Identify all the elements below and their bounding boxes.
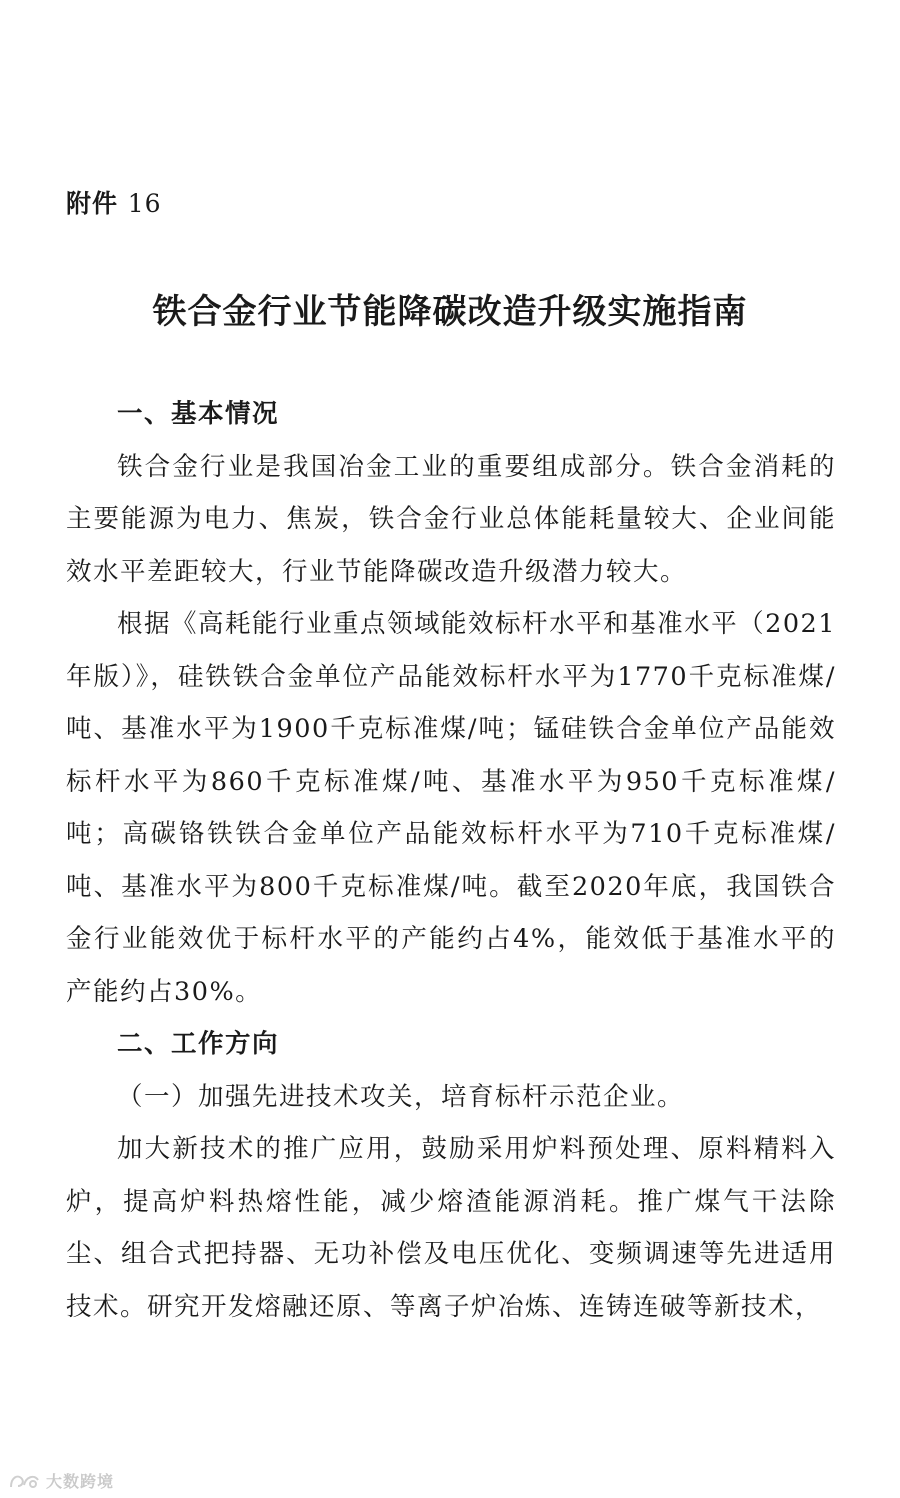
- brand-logo-icon: [8, 1471, 42, 1491]
- paragraph-industry-overview: 铁合金行业是我国冶金工业的重要组成部分。铁合金消耗的主要能源为电力、焦炭，铁合金行业总体能耗量较大、企业间能效水平差距较大，行业节能降碳改造升级潜力较大。: [66, 451, 836, 587]
- attachment-label-text: 附件: [66, 189, 119, 218]
- section-heading-basic-situation: 一、基本情况: [117, 399, 280, 429]
- document-title: 铁合金行业节能降碳改造升级实施指南: [152, 292, 748, 332]
- attachment-label: [66, 184, 162, 220]
- paragraph-efficiency-benchmarks: 根据《高耗能行业重点领域能效标杆水平和基准水平（2021年版）》，硅铁铁合金单位产品能效标杆水平为1770千克标准煤/吨、基准水平为1900千克标准煤/吨；锰硅铁合金单位产品能效标杆水平为860千克标准煤/吨、基准水平为950千克标准煤/吨；高碳铬铁铁合金单位产品能效标杆水平为710千克标准煤/吨、基准水平为800千克标准煤/吨。截至2020年底，我国铁合金行业能效优于标杆水平的产能约占4%，能效低于基准水平的产能约占30%。: [66, 609, 836, 1007]
- attachment-number: 16: [127, 189, 162, 218]
- document-body: [66, 388, 836, 1333]
- watermark: [8, 1469, 114, 1492]
- paragraph-new-technology: 加大新技术的推广应用，鼓励采用炉料预处理、原料精料入炉，提高炉料热熔性能，减少熔渣能源消耗。推广煤气干法除尘、组合式把持器、无功补偿及电压优化、变频调速等先进适用技术。研究开发熔融还原、等离子炉冶炼、连铸连破等新技术，: [66, 1134, 836, 1322]
- watermark-text: 大数跨境: [46, 1472, 115, 1491]
- section-heading-work-direction: 二、工作方向: [117, 1029, 280, 1059]
- subsection-heading-advanced-tech: （一）加强先进技术攻关，培育标杆示范企业。: [117, 1081, 685, 1112]
